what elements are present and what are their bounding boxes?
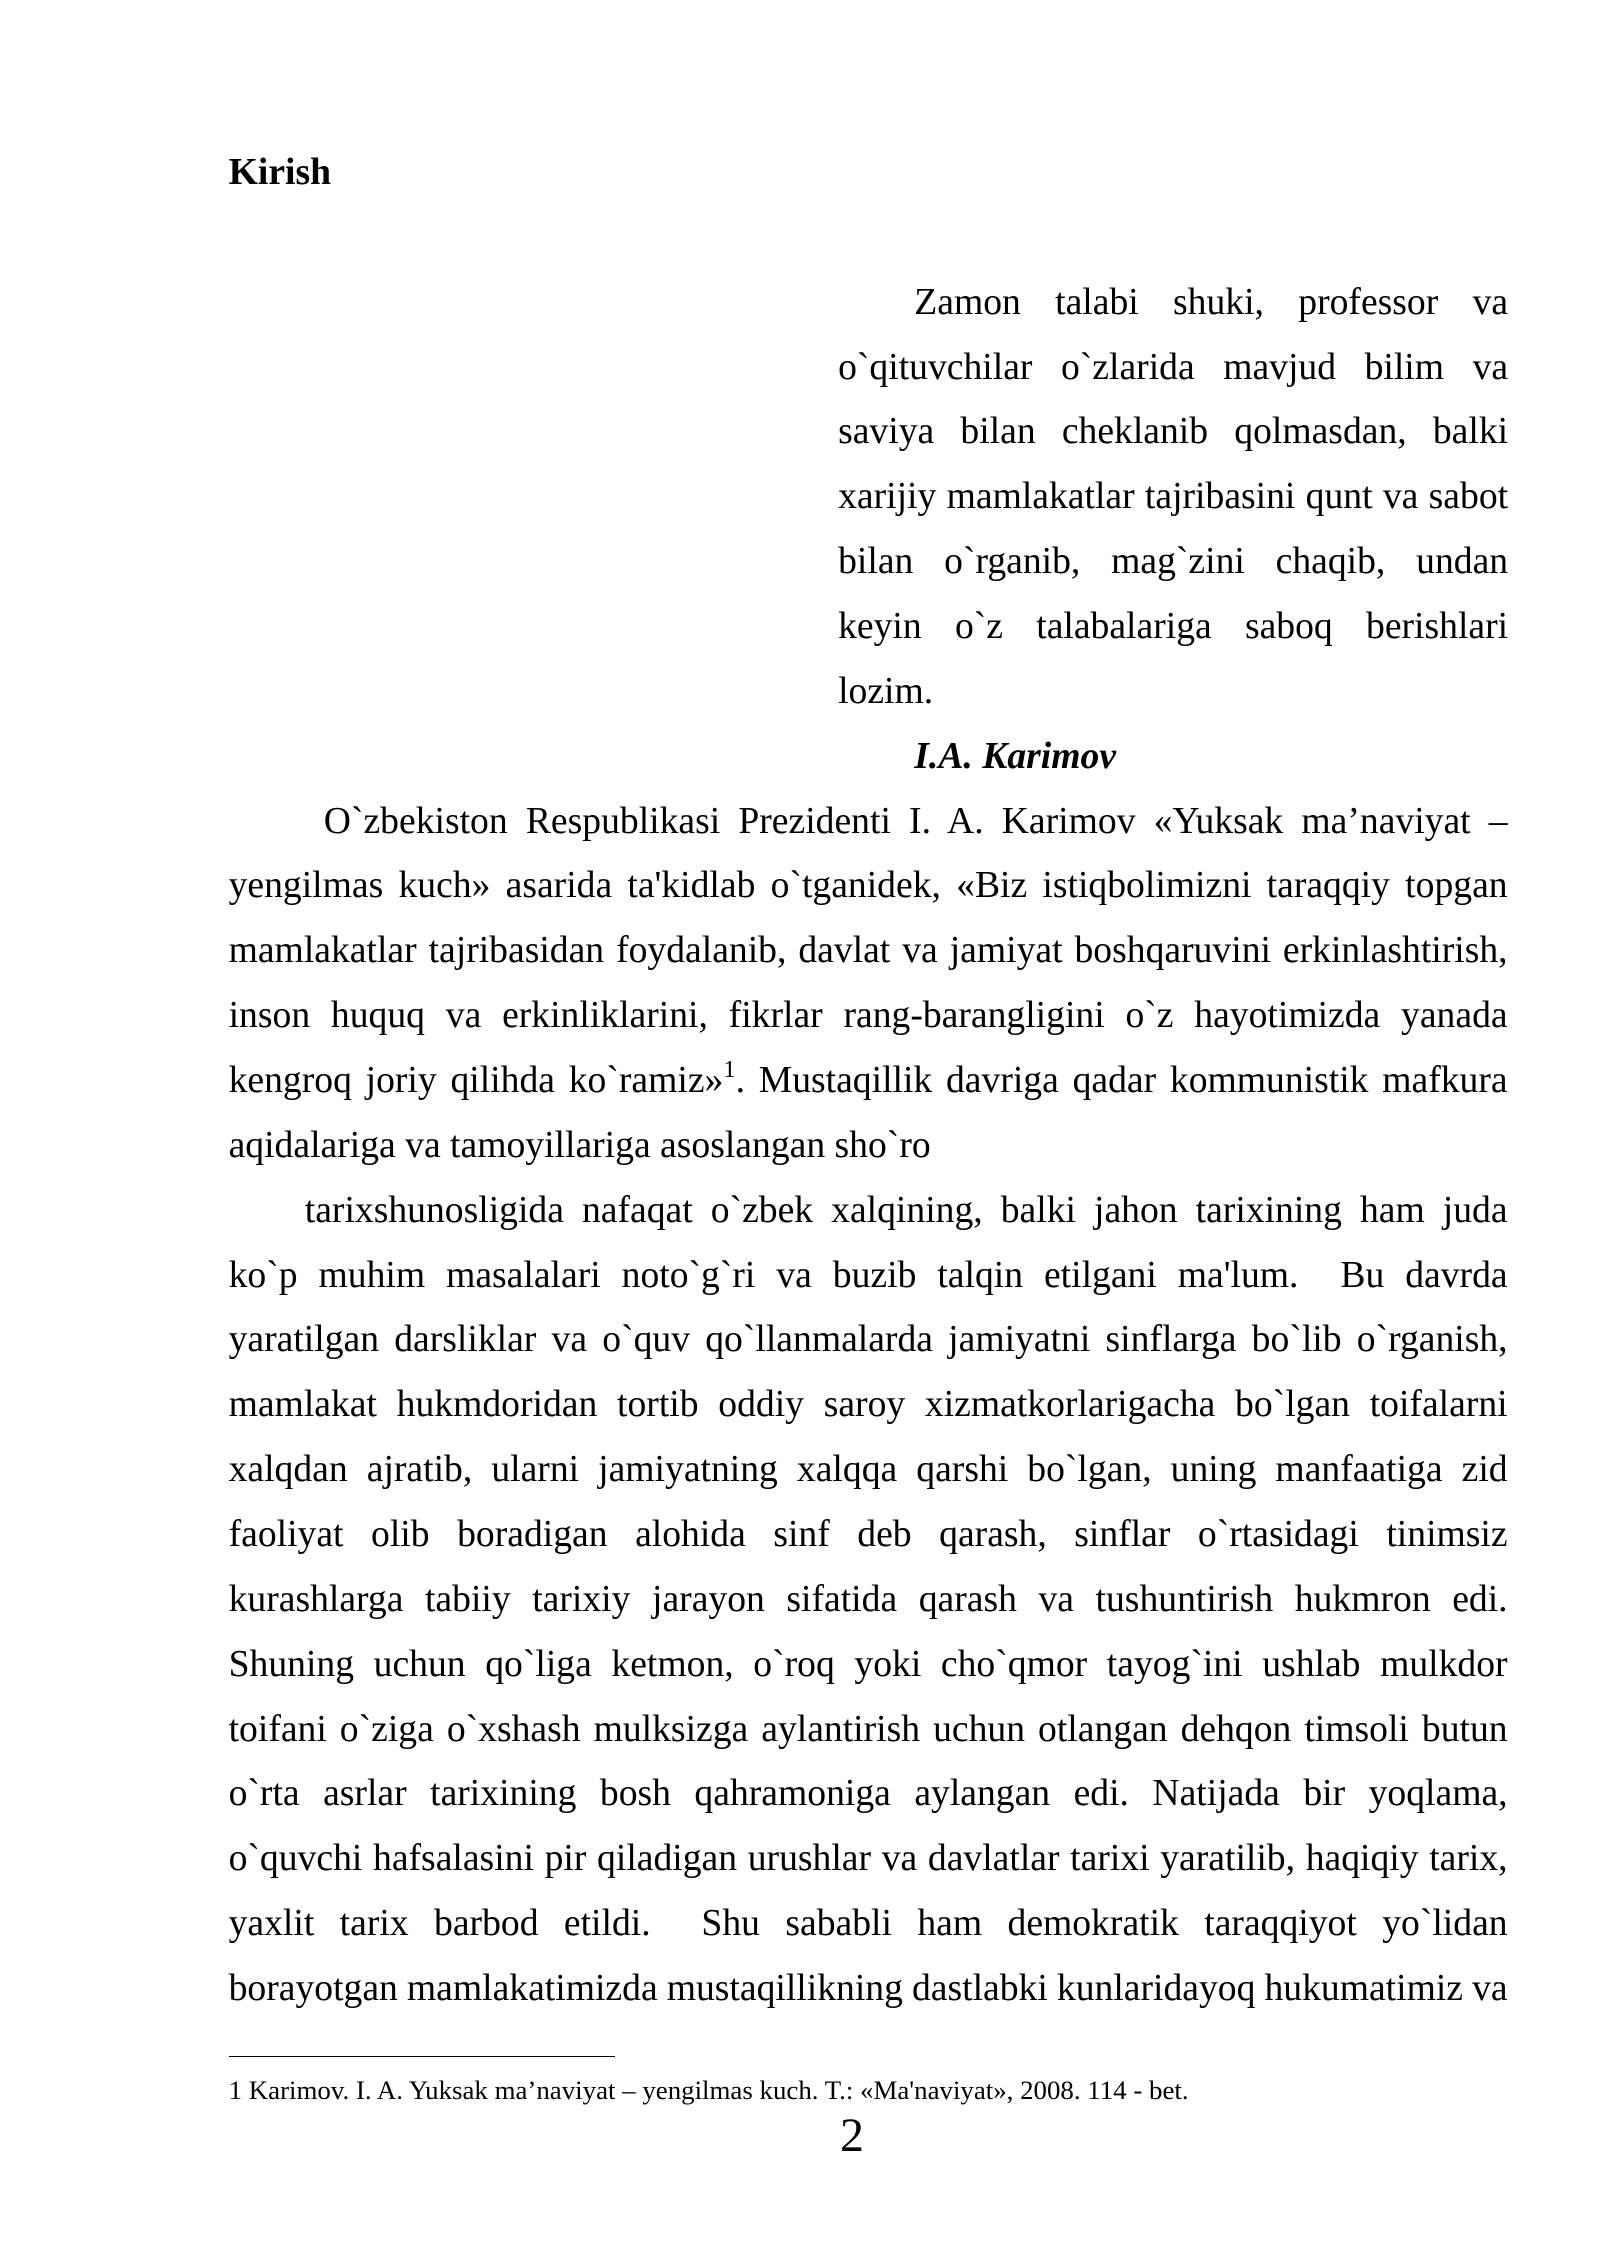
section-heading-text: Kirish xyxy=(228,151,332,193)
body-line xyxy=(229,1632,1508,1697)
line-text: Zamon talabi shuki, professor va xyxy=(914,280,1509,323)
epigraph xyxy=(229,270,1508,789)
epigraph-line xyxy=(838,659,1508,724)
line-text: mamlakat hukmdoridan tortib oddiy saroy xizmatkorlarigacha bo`lgan toifalarni xyxy=(228,1383,1508,1426)
body-line xyxy=(229,1567,1508,1632)
body-line xyxy=(229,1178,1508,1243)
line-text: faoliyat olib boradigan alohida sinf deb qarash, sinflar o`rtasidagi tinimsiz xyxy=(228,1513,1508,1556)
line-text: inson huquq va erkinliklarini, fikrlar rang-barangligini o`z hayotimizda yanada xyxy=(228,994,1508,1037)
line-text: ko`p muhim masalalari noto`g`ri va buzib talqin etilgani ma'lum. Bu davrda xyxy=(228,1253,1508,1296)
body-paragraph xyxy=(229,1178,1508,2021)
line-text-after-footnote: . Mustaqillik davriga qadar kommunistik mafkura xyxy=(735,1059,1508,1102)
epigraph-line xyxy=(838,594,1508,659)
body-line xyxy=(229,1307,1508,1372)
line-text: yengilmas kuch» asarida ta'kidlab o`tganidek, «Biz istiqbolimizni taraqqiy topgan xyxy=(228,864,1508,907)
body-line xyxy=(229,918,1508,983)
body-line xyxy=(229,1761,1508,1826)
line-text: kurashlarga tabiiy tarixiy jarayon sifatida qarash va tushuntirish hukmron edi. xyxy=(228,1577,1508,1620)
line-text: saviya bilan cheklanib qolmasdan, balki xyxy=(838,410,1509,453)
body-line xyxy=(229,983,1508,1048)
epigraph-line xyxy=(838,335,1508,400)
line-text: yaratilgan darsliklar va o`quv qo`llanmalarda jamiyatni sinflarga bo`lib o`rganish, xyxy=(228,1318,1508,1361)
body-line xyxy=(229,1113,1508,1178)
epigraph-author xyxy=(838,724,1508,789)
footnote-reference: 1 xyxy=(723,1056,736,1084)
blank-line xyxy=(229,205,1508,270)
epigraph-line xyxy=(838,399,1508,464)
line-text: o`rta asrlar tarixining bosh qahramoniga aylangan edi. Natijada bir yoqlama, xyxy=(228,1772,1508,1815)
text-flow xyxy=(229,140,1508,2021)
line-text: Shuning uchun qo`liga ketmon, o`roq yoki cho`qmor tayog`ini ushlab mulkdor xyxy=(228,1642,1508,1685)
footnote-separator xyxy=(229,2056,615,2057)
line-text: o`quvchi hafsalasini pir qiladigan urushlar va davlatlar tarixi yaratilib, haqiqiy tarix, xyxy=(228,1837,1508,1880)
line-text: aqidalariga va tamoyillariga asoslangan sho`ro xyxy=(228,1123,931,1166)
line-text: keyin o`z talabalariga saboq berishlari xyxy=(838,605,1509,648)
body-line xyxy=(229,1502,1508,1567)
line-text-before-footnote: kengroq joriy qilihda ko`ramiz» xyxy=(228,1059,724,1102)
body-line xyxy=(229,1048,1508,1113)
body-line xyxy=(229,1437,1508,1502)
line-text: borayotgan mamlakatimizda mustaqillikning dastlabki kunlaridayoq hukumatimiz va xyxy=(228,1967,1508,2010)
body-line xyxy=(229,1372,1508,1437)
body-line xyxy=(229,1891,1508,1956)
line-text: lozim. xyxy=(838,669,934,712)
epigraph-line xyxy=(838,529,1508,594)
body-line xyxy=(229,1956,1508,2021)
epigraph-line xyxy=(838,270,1508,335)
line-text xyxy=(228,1056,1508,1102)
line-text: O`zbekiston Respublikasi Prezidenti I. A. Karimov «Yuksak ma’naviyat – xyxy=(323,799,1508,842)
footnote-text: 1 Karimov. I. A. Yuksak ma’naviyat – yengilmas kuch. T.: «Ma'naviyat», 2008. 114 - bet. xyxy=(228,2075,1189,2105)
line-text: tarixshunosligida nafaqat o`zbek xalqining, balki jahon tarixining ham juda xyxy=(304,1188,1508,1231)
body-paragraph xyxy=(229,789,1508,1178)
line-text: mamlakatlar tajribasidan foydalanib, davlat va jamiyat boshqaruvini erkinlashtirish, xyxy=(228,929,1508,972)
section-heading xyxy=(229,140,1508,205)
body-line xyxy=(229,1826,1508,1891)
line-text: xarijiy mamlakatlar tajribasini qunt va sabot xyxy=(838,475,1509,518)
line-text: toifani o`ziga o`xshash mulksizga aylantirish uchun otlangan dehqon timsoli butun xyxy=(228,1707,1508,1750)
epigraph-author-text: I.A. Karimov xyxy=(914,734,1117,777)
epigraph-line xyxy=(838,464,1508,529)
body-line xyxy=(229,853,1508,918)
body-line xyxy=(229,1243,1508,1308)
body-line xyxy=(229,789,1508,854)
line-text: bilan o`rganib, mag`zini chaqib, undan xyxy=(838,540,1509,583)
line-text: xalqdan ajratib, ularni jamiyatning xalqqa qarshi bo`lgan, uning manfaatiga zid xyxy=(228,1448,1508,1491)
line-text: o`qituvchilar o`zlarida mavjud bilim va xyxy=(838,345,1509,388)
body-line xyxy=(229,1697,1508,1762)
page-number: 2 xyxy=(840,2109,864,2162)
line-text: yaxlit tarix barbod etildi. Shu sababli ham demokratik taraqqiyot yo`lidan xyxy=(228,1902,1508,1945)
